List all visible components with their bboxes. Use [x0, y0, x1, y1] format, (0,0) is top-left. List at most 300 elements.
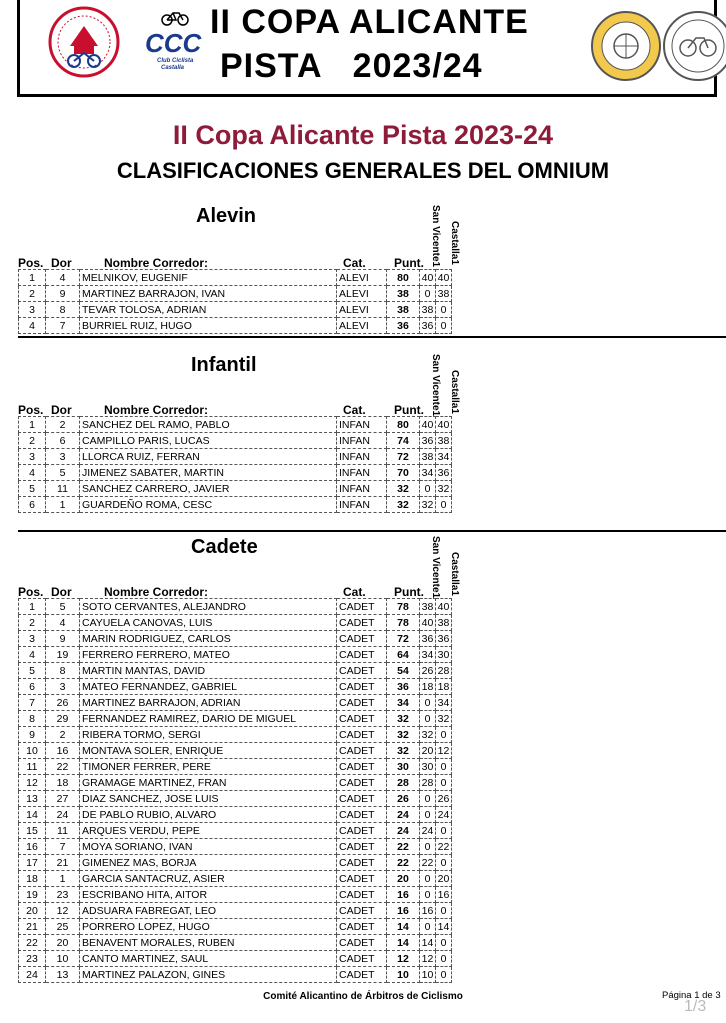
- cell-race2-points: 0: [436, 497, 452, 513]
- cell-race2-points: 38: [436, 286, 452, 302]
- col-header-dor: Dor: [51, 256, 72, 270]
- cell-rider-name: TIMONER FERRER, PERE: [80, 759, 337, 775]
- col-header-pos: Pos.: [18, 585, 44, 599]
- table-row: [19, 743, 452, 759]
- cell-category: ALEVI: [337, 302, 387, 318]
- cell-dorsal: 1: [46, 497, 80, 513]
- table-row: [19, 887, 452, 903]
- cell-pos: 7: [19, 695, 46, 711]
- cell-dorsal: 24: [46, 807, 80, 823]
- table-row: [19, 823, 452, 839]
- cell-pos: 3: [19, 631, 46, 647]
- race1-header: San Vicente1: [430, 536, 441, 599]
- cell-pos: 4: [19, 318, 46, 334]
- cell-rider-name: CANTO MARTINEZ, SAUL: [80, 951, 337, 967]
- cell-race2-points: 14: [436, 919, 452, 935]
- cell-rider-name: MARTIN MANTAS, DAVID: [80, 663, 337, 679]
- cell-race2-points: 32: [436, 711, 452, 727]
- cell-rider-name: FERRERO FERRERO, MATEO: [80, 647, 337, 663]
- cell-category: INFAN: [337, 433, 387, 449]
- cell-pos: 19: [19, 887, 46, 903]
- cell-rider-name: SOTO CERVANTES, ALEJANDRO: [80, 599, 337, 615]
- cell-race1-points: 38: [420, 599, 436, 615]
- race2-header: Castalla1: [449, 370, 460, 414]
- cell-race1-points: 0: [420, 887, 436, 903]
- cell-pos: 18: [19, 871, 46, 887]
- results-table: [18, 269, 452, 334]
- cell-dorsal: 20: [46, 935, 80, 951]
- results-table: [18, 416, 452, 513]
- page-number: Página 1 de 3: [662, 990, 721, 1001]
- cell-pos: 3: [19, 302, 46, 318]
- cell-category: INFAN: [337, 465, 387, 481]
- cell-pos: 15: [19, 823, 46, 839]
- cell-points: 32: [387, 497, 420, 513]
- ccc-sub2: Castalla: [161, 65, 185, 71]
- cell-race2-points: 0: [436, 775, 452, 791]
- cell-points: 22: [387, 855, 420, 871]
- copa-ciclista-logo-icon: [48, 6, 120, 78]
- cell-rider-name: GUARDEÑO ROMA, CESC: [80, 497, 337, 513]
- col-header-cat: Cat.: [343, 403, 366, 417]
- cell-category: CADET: [337, 775, 387, 791]
- cell-pos: 2: [19, 615, 46, 631]
- cell-race1-points: 28: [420, 775, 436, 791]
- bicycle-icon: [160, 10, 190, 26]
- table-row: [19, 647, 452, 663]
- cell-dorsal: 25: [46, 919, 80, 935]
- cell-rider-name: MARTINEZ PALAZON, GINES: [80, 967, 337, 983]
- cell-category: CADET: [337, 615, 387, 631]
- cell-pos: 5: [19, 481, 46, 497]
- cell-pos: 2: [19, 433, 46, 449]
- cell-dorsal: 5: [46, 599, 80, 615]
- cell-category: CADET: [337, 903, 387, 919]
- cell-race2-points: 22: [436, 839, 452, 855]
- cell-dorsal: 7: [46, 318, 80, 334]
- cell-points: 36: [387, 318, 420, 334]
- cell-points: 14: [387, 919, 420, 935]
- category-title: Alevin: [196, 205, 257, 227]
- cell-pos: 12: [19, 775, 46, 791]
- cell-points: 10: [387, 967, 420, 983]
- cell-dorsal: 10: [46, 951, 80, 967]
- table-row: [19, 727, 452, 743]
- cell-race2-points: 34: [436, 695, 452, 711]
- cell-category: CADET: [337, 759, 387, 775]
- cell-pos: 10: [19, 743, 46, 759]
- cell-points: 38: [387, 302, 420, 318]
- cell-race2-points: 24: [436, 807, 452, 823]
- cell-points: 28: [387, 775, 420, 791]
- table-row: [19, 855, 452, 871]
- cell-race2-points: 0: [436, 318, 452, 334]
- cell-race1-points: 36: [420, 433, 436, 449]
- cell-category: CADET: [337, 807, 387, 823]
- col-header-name: Nombre Corredor:: [104, 585, 209, 599]
- cell-race2-points: 0: [436, 302, 452, 318]
- cell-dorsal: 8: [46, 663, 80, 679]
- cell-pos: 23: [19, 951, 46, 967]
- table-row: [19, 663, 452, 679]
- cell-pos: 3: [19, 449, 46, 465]
- cell-pos: 11: [19, 759, 46, 775]
- cell-race1-points: 38: [420, 302, 436, 318]
- race1-header: San Vicente1: [430, 205, 441, 268]
- cell-race2-points: 0: [436, 903, 452, 919]
- cell-race2-points: 28: [436, 663, 452, 679]
- table-row: [19, 679, 452, 695]
- cell-race2-points: 18: [436, 679, 452, 695]
- cell-race2-points: 40: [436, 417, 452, 433]
- cell-race2-points: 0: [436, 951, 452, 967]
- table-row: [19, 775, 452, 791]
- ccc-logo-text: CCC: [145, 28, 202, 58]
- category-title: Infantil: [191, 354, 257, 376]
- cell-race1-points: 36: [420, 631, 436, 647]
- cell-points: 70: [387, 465, 420, 481]
- cell-race1-points: 34: [420, 647, 436, 663]
- cell-rider-name: SANCHEZ CARRERO, JAVIER: [80, 481, 337, 497]
- doc-title: II Copa Alicante Pista 2023-24: [172, 120, 554, 150]
- cell-category: ALEVI: [337, 270, 387, 286]
- cell-category: INFAN: [337, 417, 387, 433]
- cell-pos: 8: [19, 711, 46, 727]
- cell-race2-points: 36: [436, 465, 452, 481]
- table-row: [19, 935, 452, 951]
- table-row: [19, 791, 452, 807]
- cell-race2-points: 0: [436, 855, 452, 871]
- col-header-cat: Cat.: [343, 585, 366, 599]
- cell-rider-name: GIMENEZ MAS, BORJA: [80, 855, 337, 871]
- cell-rider-name: MOYA SORIANO, IVAN: [80, 839, 337, 855]
- cell-race1-points: 24: [420, 823, 436, 839]
- ccc-logo: [145, 10, 205, 80]
- cell-category: INFAN: [337, 497, 387, 513]
- cell-points: 80: [387, 270, 420, 286]
- cell-rider-name: MARTINEZ BARRAJON, ADRIAN: [80, 695, 337, 711]
- section-divider: [18, 530, 726, 532]
- cell-rider-name: GRAMAGE MARTINEZ, FRAN: [80, 775, 337, 791]
- cell-pos: 17: [19, 855, 46, 871]
- cell-rider-name: FERNANDEZ RAMIREZ, DARIO DE MIGUEL: [80, 711, 337, 727]
- cell-rider-name: JIMENEZ SABATER, MARTIN: [80, 465, 337, 481]
- cell-points: 36: [387, 679, 420, 695]
- cell-dorsal: 11: [46, 481, 80, 497]
- table-row: [19, 631, 452, 647]
- col-header-pos: Pos.: [18, 403, 44, 417]
- cell-rider-name: GARCIA SANTACRUZ, ASIER: [80, 871, 337, 887]
- cell-race1-points: 36: [420, 318, 436, 334]
- cell-points: 72: [387, 631, 420, 647]
- cell-category: CADET: [337, 743, 387, 759]
- cell-points: 78: [387, 599, 420, 615]
- cell-dorsal: 9: [46, 286, 80, 302]
- category-title: Cadete: [191, 536, 258, 558]
- table-row: [19, 302, 452, 318]
- cell-category: CADET: [337, 871, 387, 887]
- cell-pos: 5: [19, 663, 46, 679]
- cell-dorsal: 4: [46, 615, 80, 631]
- cell-rider-name: LLORCA RUIZ, FERRAN: [80, 449, 337, 465]
- cell-pos: 6: [19, 497, 46, 513]
- banner-title-line1: II COPA ALICANTE: [210, 3, 529, 41]
- col-header-name: Nombre Corredor:: [104, 403, 209, 417]
- cell-pos: 4: [19, 647, 46, 663]
- cell-dorsal: 9: [46, 631, 80, 647]
- table-row: [19, 871, 452, 887]
- cell-race2-points: 12: [436, 743, 452, 759]
- cell-race1-points: 32: [420, 727, 436, 743]
- cell-race1-points: 40: [420, 615, 436, 631]
- cell-dorsal: 1: [46, 871, 80, 887]
- footer-text: Comité Alicantino de Árbitros de Ciclismo: [263, 991, 463, 1002]
- table-row: [19, 903, 452, 919]
- header-banner: [17, 0, 717, 97]
- table-row: [19, 497, 452, 513]
- cell-race1-points: 16: [420, 903, 436, 919]
- cell-points: 32: [387, 711, 420, 727]
- cell-pos: 6: [19, 679, 46, 695]
- cell-points: 14: [387, 935, 420, 951]
- cell-points: 12: [387, 951, 420, 967]
- cell-dorsal: 6: [46, 433, 80, 449]
- table-row: [19, 711, 452, 727]
- cell-dorsal: 3: [46, 449, 80, 465]
- cell-pos: 2: [19, 286, 46, 302]
- table-row: [19, 270, 452, 286]
- cell-dorsal: 2: [46, 417, 80, 433]
- table-row: [19, 967, 452, 983]
- race2-header: Castalla1: [449, 221, 460, 265]
- cell-race1-points: 0: [420, 839, 436, 855]
- table-row: [19, 318, 452, 334]
- cell-category: CADET: [337, 967, 387, 983]
- cell-race1-points: 22: [420, 855, 436, 871]
- cell-race1-points: 40: [420, 417, 436, 433]
- cell-race2-points: 20: [436, 871, 452, 887]
- cell-points: 74: [387, 433, 420, 449]
- cell-dorsal: 22: [46, 759, 80, 775]
- cell-category: CADET: [337, 631, 387, 647]
- cell-rider-name: CAMPILLO PARIS, LUCAS: [80, 433, 337, 449]
- cell-race1-points: 20: [420, 743, 436, 759]
- cell-points: 80: [387, 417, 420, 433]
- cell-race1-points: 38: [420, 449, 436, 465]
- cell-dorsal: 13: [46, 967, 80, 983]
- results-table: [18, 598, 452, 983]
- cell-rider-name: MARIN RODRIGUEZ, CARLOS: [80, 631, 337, 647]
- cell-rider-name: DIAZ SANCHEZ, JOSE LUIS: [80, 791, 337, 807]
- race1-header: San Vicente1: [430, 354, 441, 417]
- cell-rider-name: BURRIEL RUIZ, HUGO: [80, 318, 337, 334]
- table-row: [19, 839, 452, 855]
- table-row: [19, 695, 452, 711]
- cell-race1-points: 0: [420, 481, 436, 497]
- col-header-name: Nombre Corredor:: [104, 256, 209, 270]
- cell-dorsal: 27: [46, 791, 80, 807]
- cell-race2-points: 16: [436, 887, 452, 903]
- cell-pos: 24: [19, 967, 46, 983]
- cell-rider-name: MARTINEZ BARRAJON, IVAN: [80, 286, 337, 302]
- cell-dorsal: 21: [46, 855, 80, 871]
- cell-rider-name: RIBERA TORMO, SERGI: [80, 727, 337, 743]
- cell-points: 32: [387, 727, 420, 743]
- cell-race2-points: 30: [436, 647, 452, 663]
- cell-rider-name: DE PABLO RUBIO, ALVARO: [80, 807, 337, 823]
- cell-pos: 1: [19, 599, 46, 615]
- cell-pos: 16: [19, 839, 46, 855]
- cell-points: 16: [387, 887, 420, 903]
- cell-race1-points: 12: [420, 951, 436, 967]
- cell-dorsal: 26: [46, 695, 80, 711]
- cell-points: 32: [387, 481, 420, 497]
- cell-rider-name: MATEO FERNANDEZ, GABRIEL: [80, 679, 337, 695]
- cell-race2-points: 34: [436, 449, 452, 465]
- cell-category: CADET: [337, 679, 387, 695]
- cell-pos: 9: [19, 727, 46, 743]
- cell-points: 32: [387, 743, 420, 759]
- cell-category: ALEVI: [337, 318, 387, 334]
- cell-race1-points: 0: [420, 871, 436, 887]
- cell-category: ALEVI: [337, 286, 387, 302]
- cell-race1-points: 32: [420, 497, 436, 513]
- table-row: [19, 465, 452, 481]
- table-row: [19, 919, 452, 935]
- cell-category: CADET: [337, 711, 387, 727]
- cell-race1-points: 40: [420, 270, 436, 286]
- cell-pos: 1: [19, 417, 46, 433]
- cell-dorsal: 23: [46, 887, 80, 903]
- col-header-punt: Punt.: [394, 585, 424, 599]
- cell-rider-name: ESCRIBANO HITA, AITOR: [80, 887, 337, 903]
- cell-category: INFAN: [337, 449, 387, 465]
- cell-race1-points: 34: [420, 465, 436, 481]
- cell-category: CADET: [337, 919, 387, 935]
- cell-race2-points: 26: [436, 791, 452, 807]
- cell-points: 30: [387, 759, 420, 775]
- cell-rider-name: SANCHEZ DEL RAMO, PABLO: [80, 417, 337, 433]
- cell-rider-name: ARQUES VERDU, PEPE: [80, 823, 337, 839]
- cell-rider-name: ADSUARA FABREGAT, LEO: [80, 903, 337, 919]
- doc-subtitle: CLASIFICACIONES GENERALES DEL OMNIUM: [116, 158, 610, 183]
- col-header-dor: Dor: [51, 585, 72, 599]
- table-row: [19, 449, 452, 465]
- cell-pos: 22: [19, 935, 46, 951]
- cell-points: 22: [387, 839, 420, 855]
- cell-dorsal: 29: [46, 711, 80, 727]
- cell-race1-points: 18: [420, 679, 436, 695]
- table-row: [19, 286, 452, 302]
- cell-dorsal: 7: [46, 839, 80, 855]
- caac-badge-icon: [662, 10, 726, 82]
- cell-pos: 20: [19, 903, 46, 919]
- cell-points: 64: [387, 647, 420, 663]
- cell-points: 34: [387, 695, 420, 711]
- cell-race2-points: 0: [436, 727, 452, 743]
- cell-dorsal: 4: [46, 270, 80, 286]
- cell-rider-name: CAYUELA CANOVAS, LUIS: [80, 615, 337, 631]
- cell-race2-points: 0: [436, 967, 452, 983]
- cell-rider-name: MONTAVA SOLER, ENRIQUE: [80, 743, 337, 759]
- cell-category: CADET: [337, 791, 387, 807]
- cell-race1-points: 0: [420, 286, 436, 302]
- col-header-cat: Cat.: [343, 256, 366, 270]
- cell-points: 16: [387, 903, 420, 919]
- cell-race1-points: 26: [420, 663, 436, 679]
- cell-rider-name: BENAVENT MORALES, RUBEN: [80, 935, 337, 951]
- cell-category: CADET: [337, 855, 387, 871]
- cell-rider-name: TEVAR TOLOSA, ADRIAN: [80, 302, 337, 318]
- table-row: [19, 951, 452, 967]
- cell-dorsal: 8: [46, 302, 80, 318]
- cell-race1-points: 30: [420, 759, 436, 775]
- cell-race2-points: 38: [436, 433, 452, 449]
- club-ciclista-badge-icon: [590, 10, 662, 82]
- cell-race2-points: 40: [436, 599, 452, 615]
- cell-race1-points: 0: [420, 791, 436, 807]
- cell-category: CADET: [337, 695, 387, 711]
- cell-points: 26: [387, 791, 420, 807]
- cell-points: 38: [387, 286, 420, 302]
- cell-category: CADET: [337, 935, 387, 951]
- table-row: [19, 433, 452, 449]
- cell-category: INFAN: [337, 481, 387, 497]
- section-divider: [18, 336, 726, 338]
- cell-race1-points: 0: [420, 695, 436, 711]
- cell-race2-points: 36: [436, 631, 452, 647]
- cell-dorsal: 19: [46, 647, 80, 663]
- cell-race1-points: 0: [420, 807, 436, 823]
- cell-dorsal: 5: [46, 465, 80, 481]
- cell-pos: 14: [19, 807, 46, 823]
- banner-title-line2: PISTA 2023/24: [220, 47, 483, 85]
- cell-pos: 1: [19, 270, 46, 286]
- cell-category: CADET: [337, 839, 387, 855]
- cell-points: 78: [387, 615, 420, 631]
- col-header-punt: Punt.: [394, 403, 424, 417]
- table-row: [19, 417, 452, 433]
- cell-race1-points: 0: [420, 919, 436, 935]
- ccc-sub1: Club Ciclista: [157, 58, 194, 64]
- cell-dorsal: 12: [46, 903, 80, 919]
- cell-pos: 13: [19, 791, 46, 807]
- cell-dorsal: 16: [46, 743, 80, 759]
- cell-points: 24: [387, 807, 420, 823]
- cell-race2-points: 40: [436, 270, 452, 286]
- col-header-dor: Dor: [51, 403, 72, 417]
- cell-dorsal: 18: [46, 775, 80, 791]
- cell-points: 72: [387, 449, 420, 465]
- cell-rider-name: PORRERO LOPEZ, HUGO: [80, 919, 337, 935]
- cell-points: 24: [387, 823, 420, 839]
- cell-race2-points: 38: [436, 615, 452, 631]
- race2-header: Castalla1: [449, 552, 460, 596]
- cell-category: CADET: [337, 663, 387, 679]
- cell-race1-points: 14: [420, 935, 436, 951]
- cell-category: CADET: [337, 823, 387, 839]
- cell-category: CADET: [337, 727, 387, 743]
- cell-race2-points: 0: [436, 823, 452, 839]
- col-header-punt: Punt.: [394, 256, 424, 270]
- cell-points: 54: [387, 663, 420, 679]
- cell-pos: 21: [19, 919, 46, 935]
- cell-category: CADET: [337, 951, 387, 967]
- page-counter: 1/3: [684, 998, 707, 1015]
- cell-race2-points: 32: [436, 481, 452, 497]
- cell-dorsal: 2: [46, 727, 80, 743]
- table-row: [19, 615, 452, 631]
